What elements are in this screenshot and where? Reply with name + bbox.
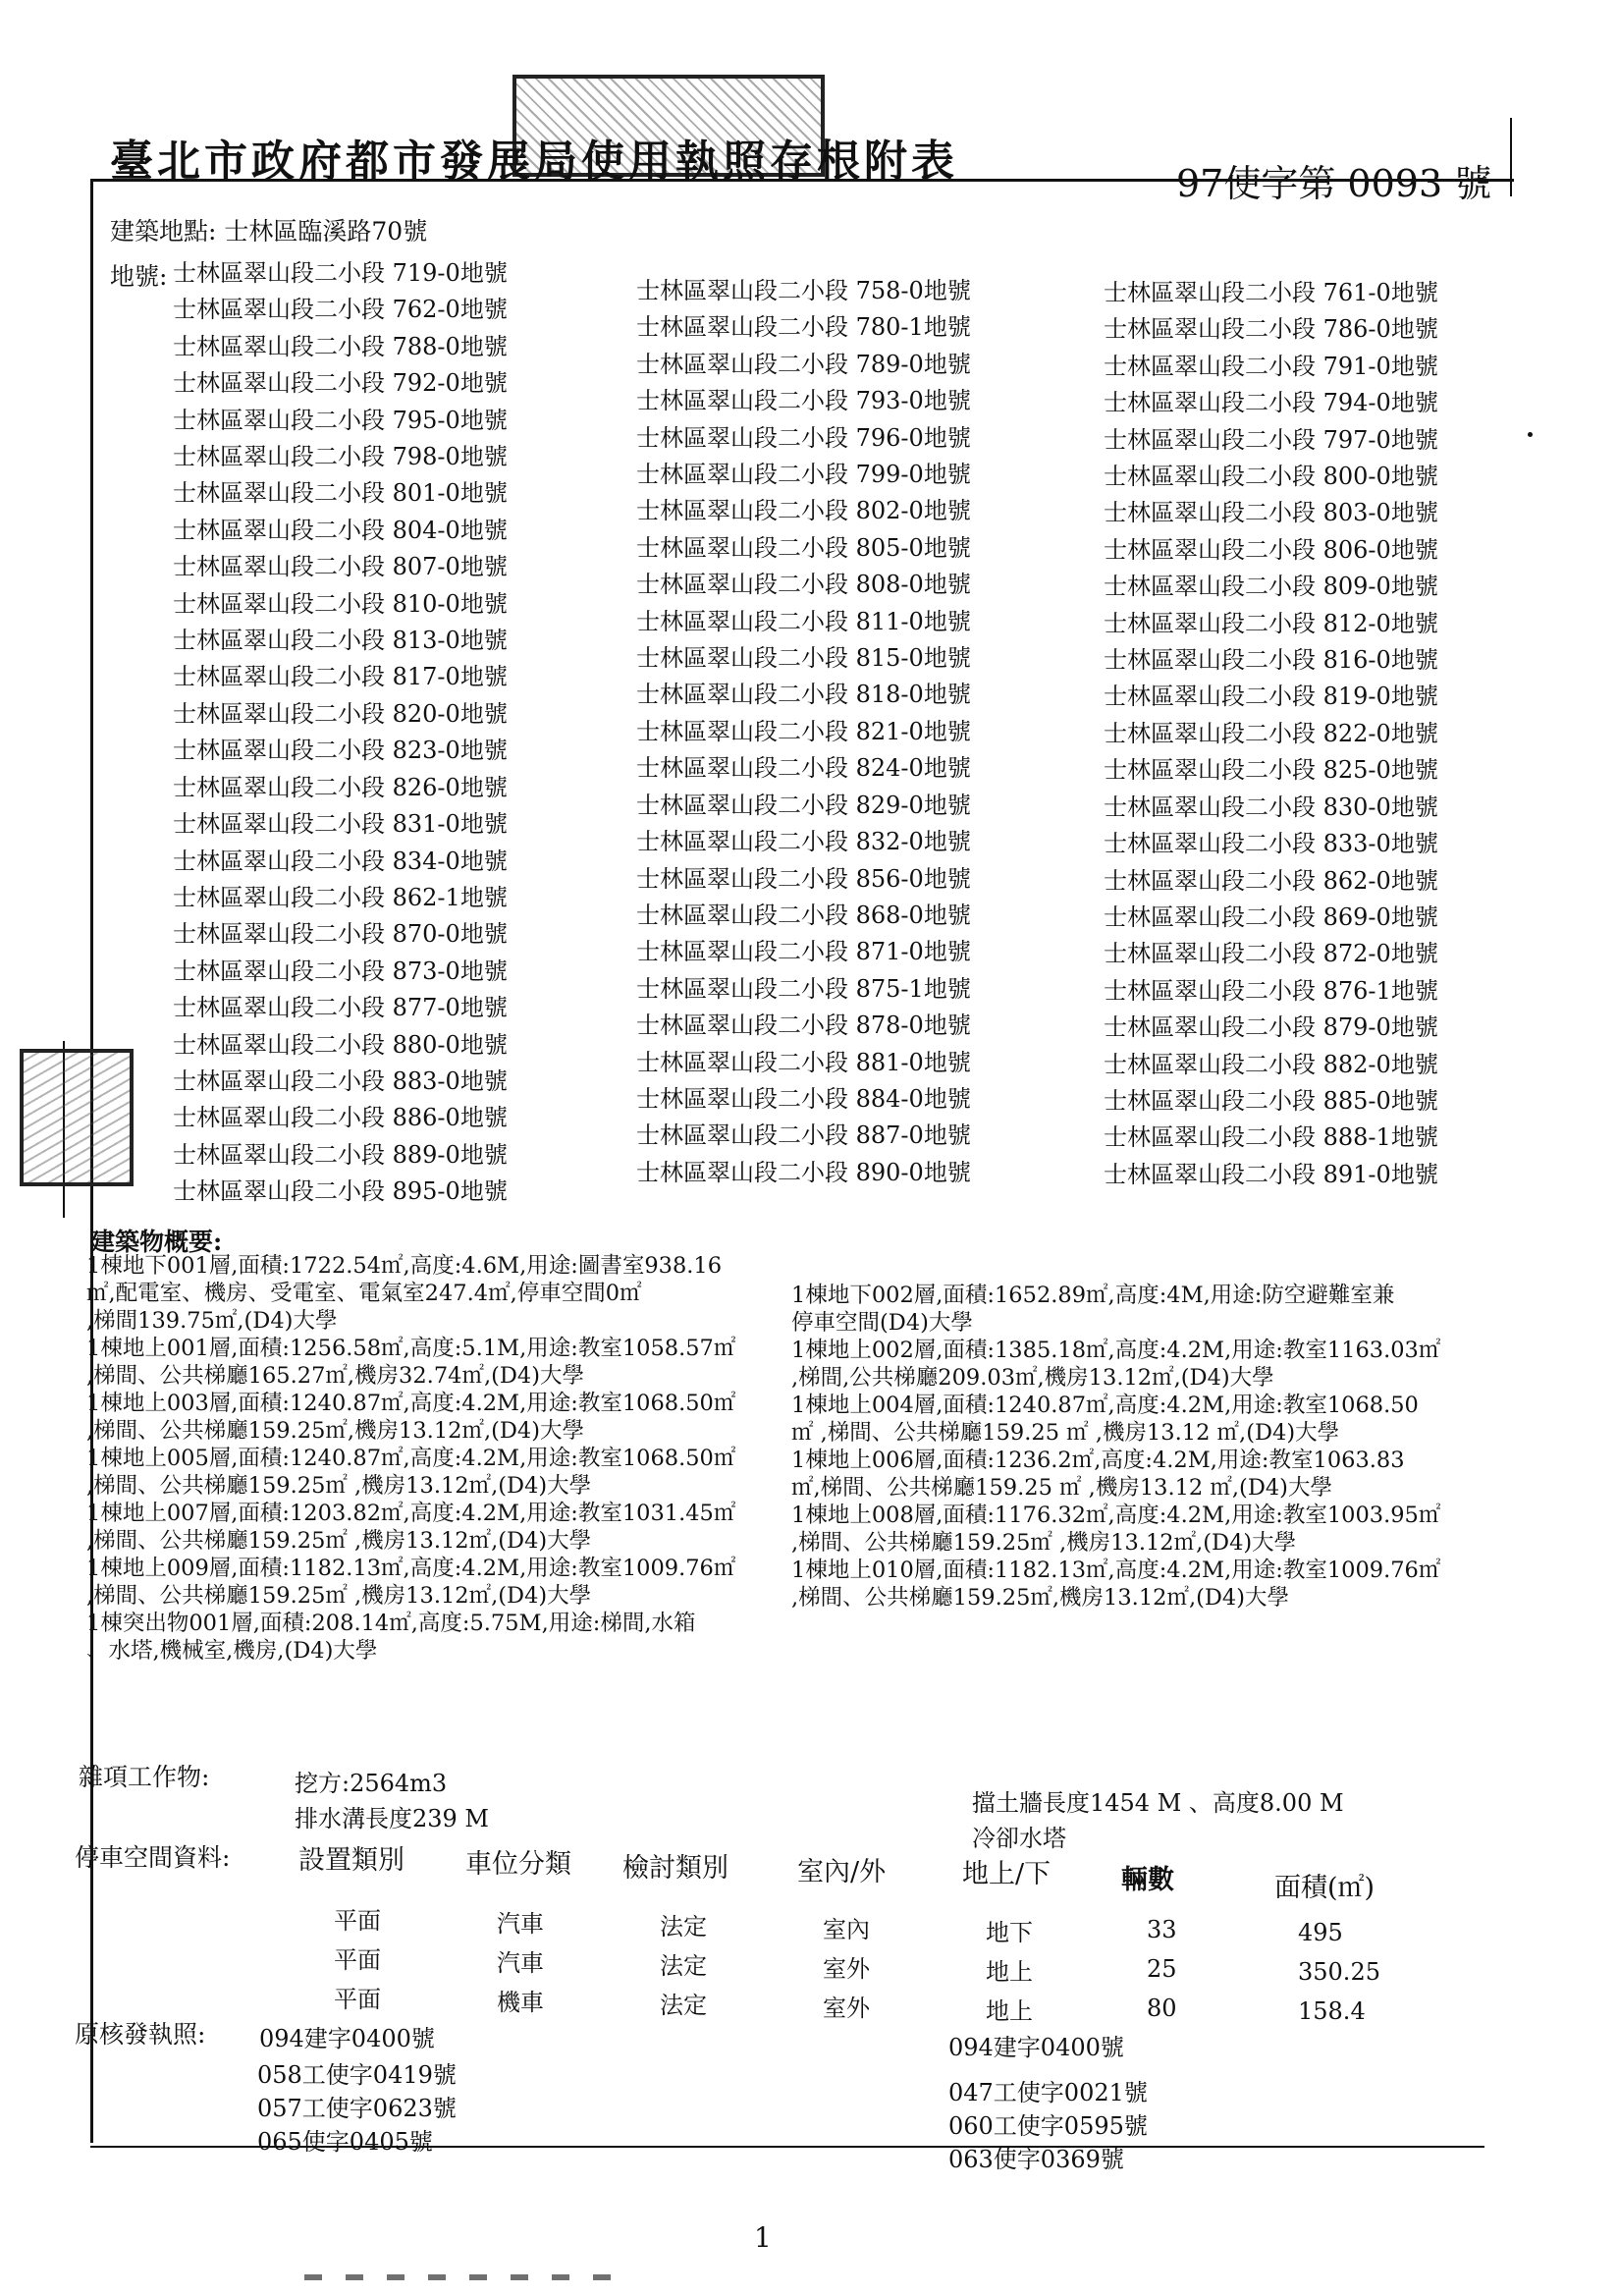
permit-item: 057工使字0623號 bbox=[257, 2095, 457, 2122]
scan-artifact bbox=[304, 2274, 628, 2280]
lot-number: 士林區翠山段二小段 886-0地號 bbox=[173, 1104, 508, 1132]
lot-number: 士林區翠山段二小段 801-0地號 bbox=[173, 479, 508, 508]
building-line: 、水塔,機械室,機房,(D4)大學 bbox=[86, 1638, 378, 1664]
lot-number: 士林區翠山段二小段 830-0地號 bbox=[1104, 793, 1438, 821]
lot-number: 士林區翠山段二小段 793-0地號 bbox=[636, 387, 971, 415]
permit-left-0: 094建字0400號 bbox=[259, 2025, 435, 2052]
parking-cell: 室內 bbox=[823, 1916, 870, 1943]
building-left-column bbox=[86, 1252, 735, 1665]
misc-item: 擋土牆長度1454 M 、高度8.00 M bbox=[972, 1789, 1344, 1817]
lot-number: 士林區翠山段二小段 812-0地號 bbox=[1104, 609, 1438, 637]
permit-item: 063使字0369號 bbox=[948, 2146, 1124, 2173]
lot-number: 士林區翠山段二小段 797-0地號 bbox=[1104, 425, 1438, 454]
lot-number: 士林區翠山段二小段 862-1地號 bbox=[173, 883, 508, 911]
building-line: ㎡,配電室、機房、受電室、電氣室247.4㎡,停車空間0㎡ bbox=[86, 1281, 642, 1306]
parking-cell: 158.4 bbox=[1298, 1997, 1366, 2025]
parking-header-count: 輛數 bbox=[1121, 1865, 1174, 1895]
building-line: 1棟地上001層,面積:1256.58㎡,高度:5.1M,用途:教室1058.57㎡ bbox=[86, 1336, 736, 1361]
parking-cell: 平面 bbox=[334, 1946, 381, 1974]
lot-number: 士林區翠山段二小段 817-0地號 bbox=[173, 663, 508, 691]
lot-number: 士林區翠山段二小段 761-0地號 bbox=[1104, 279, 1438, 306]
lot-number: 士林區翠山段二小段 802-0地號 bbox=[636, 497, 971, 525]
parking-cell: 法定 bbox=[660, 1913, 707, 1941]
parking-cell: 汽車 bbox=[497, 1910, 544, 1938]
lot-number: 士林區翠山段二小段 788-0地號 bbox=[173, 332, 508, 360]
lot-number: 士林區翠山段二小段 791-0地號 bbox=[1104, 352, 1438, 380]
building-line: ,梯間、公共梯廳159.25㎡ ,機房13.12㎡,(D4)大學 bbox=[791, 1530, 1297, 1556]
lot-number: 士林區翠山段二小段 806-0地號 bbox=[1104, 535, 1438, 564]
lot-number: 士林區翠山段二小段 862-0地號 bbox=[1104, 866, 1438, 895]
lot-number: 士林區翠山段二小段 808-0地號 bbox=[636, 571, 971, 599]
building-line: ,梯間139.75㎡,(D4)大學 bbox=[86, 1308, 338, 1334]
lot-number: 士林區翠山段二小段 816-0地號 bbox=[1104, 646, 1438, 675]
lot-number: 士林區翠山段二小段 881-0地號 bbox=[636, 1048, 971, 1076]
building-line: ,梯間、公共梯廳159.25㎡,機房13.12㎡,(D4)大學 bbox=[86, 1418, 585, 1444]
lot-number: 士林區翠山段二小段 887-0地號 bbox=[636, 1121, 971, 1150]
misc-item: 排水溝長度239 M bbox=[295, 1805, 490, 1832]
parking-cell: 機車 bbox=[497, 1989, 544, 2016]
lot-number: 士林區翠山段二小段 885-0地號 bbox=[1104, 1086, 1438, 1115]
lot-number: 士林區翠山段二小段 824-0地號 bbox=[636, 754, 971, 783]
misc-works-left bbox=[295, 1766, 489, 1836]
parking-cell: 汽車 bbox=[497, 1949, 544, 1977]
parking-cell: 平面 bbox=[334, 1907, 381, 1935]
parking-header-indoor: 室內/外 bbox=[797, 1857, 887, 1887]
lot-number: 士林區翠山段二小段 825-0地號 bbox=[1104, 756, 1438, 785]
building-line: ,梯間、公共梯廳159.25㎡ ,機房13.12㎡,(D4)大學 bbox=[86, 1583, 592, 1609]
lot-number: 士林區翠山段二小段 805-0地號 bbox=[636, 533, 971, 562]
permit-item: 058工使字0419號 bbox=[257, 2061, 457, 2089]
lot-number: 士林區翠山段二小段 813-0地號 bbox=[173, 627, 508, 655]
parking-cell: 25 bbox=[1147, 1955, 1177, 1983]
lot-number: 士林區翠山段二小段 884-0地號 bbox=[636, 1084, 971, 1113]
lot-number: 士林區翠山段二小段 811-0地號 bbox=[636, 607, 971, 635]
building-summary-label: 建築物概要: bbox=[90, 1228, 223, 1256]
lot-number: 士林區翠山段二小段 819-0地號 bbox=[1104, 683, 1438, 711]
lot-number: 士林區翠山段二小段 786-0地號 bbox=[1104, 315, 1438, 344]
parking-cell: 平面 bbox=[334, 1986, 381, 2013]
parking-cell: 地上 bbox=[986, 1997, 1033, 2025]
parking-cell: 室外 bbox=[823, 1955, 870, 1983]
lot-number: 士林區翠山段二小段 804-0地號 bbox=[173, 516, 508, 544]
building-right-column bbox=[791, 1282, 1440, 1612]
parking-header-class: 車位分類 bbox=[465, 1849, 571, 1880]
lot-number: 士林區翠山段二小段 856-0地號 bbox=[636, 864, 971, 893]
parking-cell: 法定 bbox=[660, 1992, 707, 2019]
lot-number: 士林區翠山段二小段 877-0地號 bbox=[173, 994, 508, 1022]
building-line: 1棟地上008層,面積:1176.32㎡,高度:4.2M,用途:教室1003.95㎡ bbox=[791, 1503, 1441, 1528]
lot-number: 士林區翠山段二小段 833-0地號 bbox=[1104, 830, 1438, 858]
parking-header-area: 面積(㎡) bbox=[1274, 1873, 1375, 1903]
lot-number: 士林區翠山段二小段 803-0地號 bbox=[1104, 499, 1438, 527]
lot-number: 士林區翠山段二小段 780-1地號 bbox=[636, 313, 971, 342]
parking-label: 停車空間資料: bbox=[75, 1843, 231, 1872]
lot-number: 士林區翠山段二小段 829-0地號 bbox=[636, 791, 971, 819]
permit-item: 094建字0400號 bbox=[948, 2034, 1124, 2061]
building-line: ,梯間,公共梯廳209.03㎡,機房13.12㎡,(D4)大學 bbox=[791, 1365, 1274, 1391]
parking-cell: 地下 bbox=[986, 1919, 1033, 1946]
parking-header-level: 地上/下 bbox=[962, 1859, 1052, 1889]
parking-header-type: 設置類別 bbox=[298, 1845, 404, 1876]
original-permits-label: 原核發執照: bbox=[75, 2020, 206, 2049]
document-number: 97使字第 0093 號 bbox=[1176, 162, 1492, 205]
lot-number: 士林區翠山段二小段 799-0地號 bbox=[636, 461, 971, 489]
building-line: ㎡,梯間、公共梯廳159.25 ㎡ ,機房13.12 ㎡,(D4)大學 bbox=[791, 1475, 1332, 1501]
lot-number: 士林區翠山段二小段 823-0地號 bbox=[173, 737, 508, 765]
lot-number: 士林區翠山段二小段 882-0地號 bbox=[1104, 1050, 1438, 1078]
parking-cell: 495 bbox=[1298, 1919, 1343, 1946]
building-line: 1棟地上006層,面積:1236.2㎡,高度:4.2M,用途:教室1063.83 bbox=[791, 1448, 1405, 1473]
lot-number: 士林區翠山段二小段 875-1地號 bbox=[636, 974, 971, 1003]
building-line: 1棟突出物001層,面積:208.14㎡,高度:5.75M,用途:梯間,水箱 bbox=[86, 1611, 696, 1636]
lot-number: 士林區翠山段二小段 809-0地號 bbox=[1104, 573, 1438, 601]
lot-number: 士林區翠山段二小段 807-0地號 bbox=[173, 553, 508, 581]
lot-number: 士林區翠山段二小段 880-0地號 bbox=[173, 1030, 508, 1059]
lot-number: 士林區翠山段二小段 800-0地號 bbox=[1104, 463, 1438, 491]
lot-number: 士林區翠山段二小段 891-0地號 bbox=[1104, 1160, 1438, 1188]
lot-number: 士林區翠山段二小段 890-0地號 bbox=[636, 1158, 971, 1186]
parking-cell: 350.25 bbox=[1298, 1958, 1380, 1986]
page-number: 1 bbox=[754, 2221, 772, 2254]
lot-number: 士林區翠山段二小段 818-0地號 bbox=[636, 681, 971, 709]
lot-number: 士林區翠山段二小段 810-0地號 bbox=[173, 589, 508, 618]
lot-number: 士林區翠山段二小段 889-0地號 bbox=[173, 1140, 508, 1169]
lot-number: 士林區翠山段二小段 895-0地號 bbox=[173, 1177, 508, 1206]
document-title: 臺北市政府都市發展局使用執照存根附表 bbox=[110, 137, 958, 187]
lot-number: 士林區翠山段二小段 822-0地號 bbox=[1104, 719, 1438, 747]
lot-number: 士林區翠山段二小段 831-0地號 bbox=[173, 810, 508, 839]
misc-works-label: 雜項工作物: bbox=[79, 1763, 210, 1791]
lot-number: 士林區翠山段二小段 832-0地號 bbox=[636, 828, 971, 856]
lot-number: 士林區翠山段二小段 872-0地號 bbox=[1104, 940, 1438, 968]
lot-number: 士林區翠山段二小段 883-0地號 bbox=[173, 1066, 508, 1095]
parking-cell: 法定 bbox=[660, 1952, 707, 1980]
lot-number: 士林區翠山段二小段 879-0地號 bbox=[1104, 1013, 1438, 1042]
site-address-value: 士林區臨溪路70號 bbox=[224, 217, 428, 246]
lot-number: 士林區翠山段二小段 794-0地號 bbox=[1104, 389, 1438, 417]
lot-number: 士林區翠山段二小段 792-0地號 bbox=[173, 369, 508, 398]
building-line: ,梯間、公共梯廳159.25㎡ ,機房13.12㎡,(D4)大學 bbox=[86, 1473, 592, 1499]
permit-item: 047工使字0021號 bbox=[948, 2079, 1148, 2106]
lot-number: 士林區翠山段二小段 870-0地號 bbox=[173, 920, 508, 949]
building-line: 停車空間(D4)大學 bbox=[791, 1310, 973, 1336]
building-line: 1棟地上009層,面積:1182.13㎡,高度:4.2M,用途:教室1009.76㎡ bbox=[86, 1556, 736, 1581]
lot-number: 士林區翠山段二小段 762-0地號 bbox=[173, 296, 508, 324]
permit-item: 060工使字0595號 bbox=[948, 2112, 1148, 2140]
lot-number: 士林區翠山段二小段 758-0地號 bbox=[636, 277, 971, 304]
lot-number: 士林區翠山段二小段 795-0地號 bbox=[173, 406, 508, 434]
lot-column-1 bbox=[173, 255, 508, 1211]
margin-seal-stamp bbox=[20, 1049, 134, 1186]
lot-column-3 bbox=[1104, 275, 1438, 1193]
lot-number: 士林區翠山段二小段 798-0地號 bbox=[173, 443, 508, 471]
parking-cell: 室外 bbox=[823, 1995, 870, 2022]
lot-number: 士林區翠山段二小段 815-0地號 bbox=[636, 644, 971, 673]
building-line: ,梯間、公共梯廳165.27㎡,機房32.74㎡,(D4)大學 bbox=[86, 1363, 585, 1389]
scan-speck bbox=[1528, 432, 1533, 437]
lot-column-2 bbox=[636, 273, 971, 1191]
lot-number: 士林區翠山段二小段 826-0地號 bbox=[173, 773, 508, 801]
lot-number: 士林區翠山段二小段 719-0地號 bbox=[173, 259, 508, 287]
building-line: 1棟地下002層,面積:1652.89㎡,高度:4M,用途:防空避難室兼 bbox=[791, 1283, 1395, 1308]
site-address-row bbox=[110, 212, 427, 247]
parking-header-review: 檢討類別 bbox=[622, 1853, 728, 1884]
permit-left-list bbox=[257, 2058, 457, 2159]
lot-number: 士林區翠山段二小段 821-0地號 bbox=[636, 717, 971, 745]
parking-cell: 地上 bbox=[986, 1958, 1033, 1986]
lot-number: 士林區翠山段二小段 834-0地號 bbox=[173, 847, 508, 875]
lot-number: 士林區翠山段二小段 820-0地號 bbox=[173, 699, 508, 728]
lot-label: 地號: bbox=[110, 262, 168, 291]
permit-item: 065使字0405號 bbox=[257, 2128, 433, 2156]
building-line: 1棟地上003層,面積:1240.87㎡,高度:4.2M,用途:教室1068.50㎡ bbox=[86, 1391, 736, 1416]
misc-item: 挖方:2564m3 bbox=[295, 1770, 448, 1797]
lot-number: 士林區翠山段二小段 871-0地號 bbox=[636, 938, 971, 966]
parking-cell: 33 bbox=[1147, 1916, 1177, 1943]
lot-number: 士林區翠山段二小段 876-1地號 bbox=[1104, 976, 1438, 1005]
permit-right-list bbox=[948, 2031, 1148, 2176]
parking-cell: 80 bbox=[1147, 1995, 1177, 2022]
misc-works-right bbox=[972, 1785, 1344, 1856]
misc-item: 冷卻水塔 bbox=[972, 1825, 1066, 1852]
lot-number: 士林區翠山段二小段 796-0地號 bbox=[636, 423, 971, 452]
building-line: 1棟地上004層,面積:1240.87㎡,高度:4.2M,用途:教室1068.50 bbox=[791, 1393, 1419, 1418]
building-line: ,梯間、公共梯廳159.25㎡,機房13.12㎡,(D4)大學 bbox=[791, 1585, 1290, 1611]
building-line: ㎡ ,梯間、公共梯廳159.25 ㎡ ,機房13.12 ㎡,(D4)大學 bbox=[791, 1420, 1340, 1446]
building-line: 1棟地上007層,面積:1203.82㎡,高度:4.2M,用途:教室1031.45㎡ bbox=[86, 1501, 736, 1526]
building-line: 1棟地下001層,面積:1722.54㎡,高度:4.6M,用途:圖書室938.16 bbox=[86, 1253, 723, 1279]
right-border bbox=[1510, 118, 1512, 196]
building-line: ,梯間、公共梯廳159.25㎡ ,機房13.12㎡,(D4)大學 bbox=[86, 1528, 592, 1554]
lot-number: 士林區翠山段二小段 873-0地號 bbox=[173, 957, 508, 985]
lot-number: 士林區翠山段二小段 888-1地號 bbox=[1104, 1123, 1438, 1152]
building-line: 1棟地上005層,面積:1240.87㎡,高度:4.2M,用途:教室1068.50㎡ bbox=[86, 1446, 736, 1471]
site-address-label: 建築地點: bbox=[110, 217, 217, 246]
building-line: 1棟地上002層,面積:1385.18㎡,高度:4.2M,用途:教室1163.03㎡ bbox=[791, 1338, 1441, 1363]
lot-number: 士林區翠山段二小段 789-0地號 bbox=[636, 350, 971, 378]
lot-number: 士林區翠山段二小段 869-0地號 bbox=[1104, 902, 1438, 931]
building-line: 1棟地上010層,面積:1182.13㎡,高度:4.2M,用途:教室1009.76㎡ bbox=[791, 1558, 1441, 1583]
lot-number: 士林區翠山段二小段 868-0地號 bbox=[636, 901, 971, 929]
lot-number: 士林區翠山段二小段 878-0地號 bbox=[636, 1011, 971, 1040]
